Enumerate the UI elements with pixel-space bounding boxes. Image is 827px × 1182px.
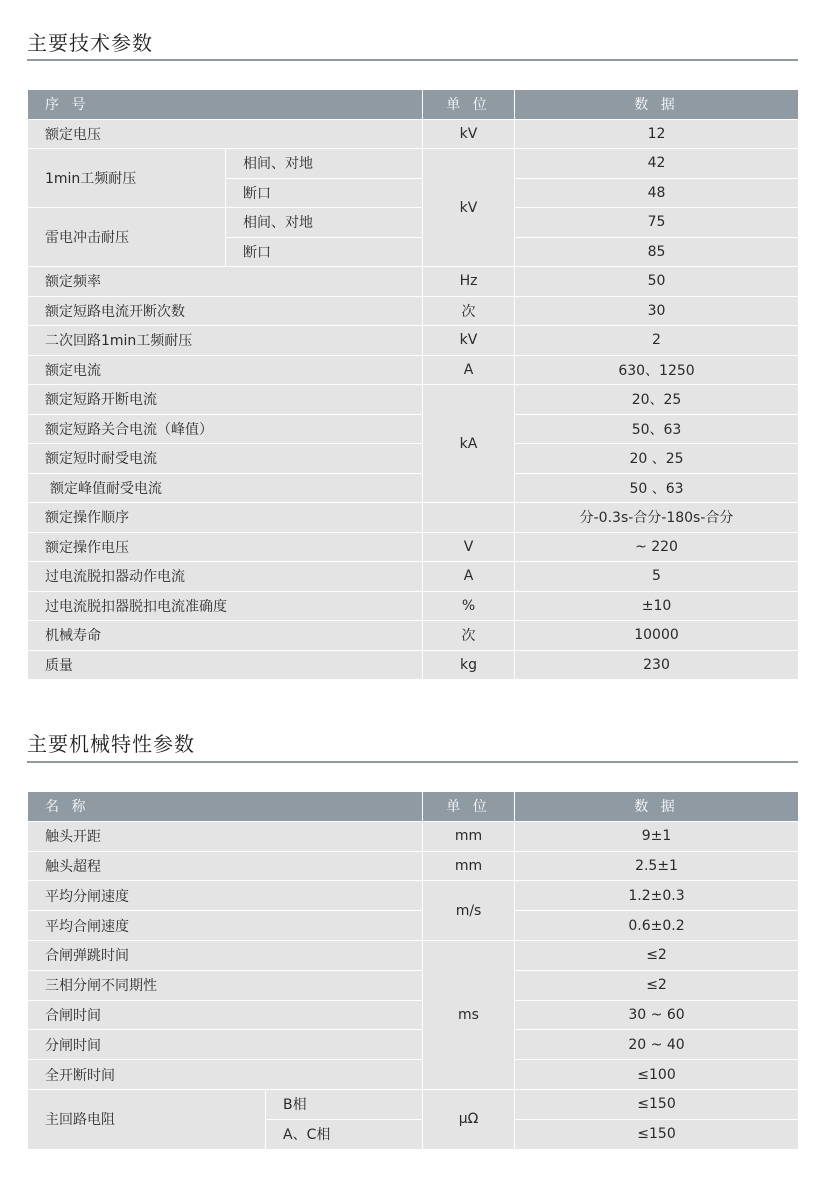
table-row xyxy=(28,1060,799,1090)
row-value: 12 xyxy=(515,119,799,149)
row-label: 过电流脱扣器脱扣电流准确度 xyxy=(28,591,423,621)
row-label: 分闸时间 xyxy=(28,1030,423,1060)
row-unit: 次 xyxy=(423,296,515,326)
row-sublabel: 相间、对地 xyxy=(226,149,423,179)
row-value: 20 ~ 40 xyxy=(515,1030,799,1060)
table-row xyxy=(28,562,799,592)
header-name: 名 称 xyxy=(28,792,423,822)
row-label: 额定短时耐受电流 xyxy=(28,444,423,474)
row-label: 额定操作顺序 xyxy=(28,503,423,533)
row-value: ≤150 xyxy=(515,1119,799,1149)
section-divider xyxy=(27,761,798,763)
row-label: 雷电冲击耐压 xyxy=(28,208,226,267)
row-label: 全开断时间 xyxy=(28,1060,423,1090)
row-unit: ms xyxy=(423,940,515,1089)
row-unit: kV xyxy=(423,119,515,149)
table-row xyxy=(28,296,799,326)
row-value: 9±1 xyxy=(515,821,799,851)
row-unit: mm xyxy=(423,851,515,881)
row-unit: Hz xyxy=(423,267,515,297)
table-row xyxy=(28,821,799,851)
row-value: 50 xyxy=(515,267,799,297)
row-unit: μΩ xyxy=(423,1089,515,1149)
technical-params-table xyxy=(27,89,799,680)
row-value: ≤150 xyxy=(515,1089,799,1119)
table-row xyxy=(28,1030,799,1060)
header-data: 数 据 xyxy=(515,792,799,822)
header-data: 数 据 xyxy=(515,90,799,120)
row-label: 二次回路1min工频耐压 xyxy=(28,326,423,356)
row-unit: kA xyxy=(423,385,515,503)
table-row xyxy=(28,414,799,444)
table-row xyxy=(28,911,799,941)
header-unit: 单 位 xyxy=(423,792,515,822)
row-value: ±10 xyxy=(515,591,799,621)
table-row xyxy=(28,119,799,149)
row-label: 1min工频耐压 xyxy=(28,149,226,208)
row-value: 1.2±0.3 xyxy=(515,881,799,911)
row-value: 2.5±1 xyxy=(515,851,799,881)
row-value: 50、63 xyxy=(515,414,799,444)
row-sublabel: 断口 xyxy=(226,178,423,208)
mechanical-params-table xyxy=(27,791,799,1150)
row-label: 平均分闸速度 xyxy=(28,881,423,911)
row-label: 触头超程 xyxy=(28,851,423,881)
table-row xyxy=(28,970,799,1000)
row-value: 630、1250 xyxy=(515,355,799,385)
row-value: 20、25 xyxy=(515,385,799,415)
section-title-technical: 主要技术参数 xyxy=(27,31,153,55)
row-value: 50 、63 xyxy=(515,473,799,503)
row-unit: V xyxy=(423,532,515,562)
table-row xyxy=(28,1000,799,1030)
table-row xyxy=(28,503,799,533)
row-label: 额定操作电压 xyxy=(28,532,423,562)
row-label: 额定短路电流开断次数 xyxy=(28,296,423,326)
row-value: ≤100 xyxy=(515,1060,799,1090)
row-sublabel: 相间、对地 xyxy=(226,208,423,238)
table-row xyxy=(28,326,799,356)
table-row xyxy=(28,385,799,415)
row-label: 额定电压 xyxy=(28,119,423,149)
row-unit: m/s xyxy=(423,881,515,941)
row-label: 触头开距 xyxy=(28,821,423,851)
row-value: 分-0.3s-合分-180s-合分 xyxy=(515,503,799,533)
table-row xyxy=(28,267,799,297)
table-row xyxy=(28,444,799,474)
row-label: 平均合闸速度 xyxy=(28,911,423,941)
row-label: 机械寿命 xyxy=(28,621,423,651)
row-value: 2 xyxy=(515,326,799,356)
row-unit: A xyxy=(423,562,515,592)
table-row xyxy=(28,940,799,970)
table-row xyxy=(28,208,799,238)
row-value: ≤2 xyxy=(515,940,799,970)
table-row xyxy=(28,473,799,503)
row-value: 48 xyxy=(515,178,799,208)
row-value: 5 xyxy=(515,562,799,592)
row-value: ≤2 xyxy=(515,970,799,1000)
table-header-row xyxy=(28,792,799,822)
row-sublabel: A、C相 xyxy=(266,1119,423,1149)
row-label: 合闸时间 xyxy=(28,1000,423,1030)
row-sublabel: 断口 xyxy=(226,237,423,267)
section-divider xyxy=(27,59,798,61)
row-unit xyxy=(423,503,515,533)
section-title-mechanical: 主要机械特性参数 xyxy=(27,732,195,756)
row-label: 额定峰值耐受电流 xyxy=(28,473,423,503)
header-unit: 单 位 xyxy=(423,90,515,120)
table-row xyxy=(28,621,799,651)
row-label: 额定电流 xyxy=(28,355,423,385)
row-value: 30 ~ 60 xyxy=(515,1000,799,1030)
row-label: 三相分闸不同期性 xyxy=(28,970,423,1000)
row-unit: A xyxy=(423,355,515,385)
table-row xyxy=(28,881,799,911)
row-value: ~ 220 xyxy=(515,532,799,562)
row-value: 85 xyxy=(515,237,799,267)
table-row xyxy=(28,650,799,680)
row-value: 0.6±0.2 xyxy=(515,911,799,941)
row-value: 230 xyxy=(515,650,799,680)
row-unit: 次 xyxy=(423,621,515,651)
row-value: 42 xyxy=(515,149,799,179)
table-row xyxy=(28,532,799,562)
row-sublabel: B相 xyxy=(266,1089,423,1119)
row-value: 20 、25 xyxy=(515,444,799,474)
row-label: 过电流脱扣器动作电流 xyxy=(28,562,423,592)
header-no: 序 号 xyxy=(28,90,423,120)
row-value: 75 xyxy=(515,208,799,238)
row-value: 30 xyxy=(515,296,799,326)
table-row xyxy=(28,591,799,621)
table-header-row xyxy=(28,90,799,120)
row-unit: % xyxy=(423,591,515,621)
table-row xyxy=(28,149,799,179)
row-label: 额定短路关合电流（峰值） xyxy=(28,414,423,444)
row-unit: kV xyxy=(423,326,515,356)
row-unit: kg xyxy=(423,650,515,680)
row-label: 额定短路开断电流 xyxy=(28,385,423,415)
row-label: 合闸弹跳时间 xyxy=(28,940,423,970)
row-unit: mm xyxy=(423,821,515,851)
row-label: 主回路电阻 xyxy=(28,1089,266,1149)
table-row xyxy=(28,1089,799,1119)
row-label: 质量 xyxy=(28,650,423,680)
row-value: 10000 xyxy=(515,621,799,651)
row-unit: kV xyxy=(423,149,515,267)
table-row xyxy=(28,355,799,385)
row-label: 额定频率 xyxy=(28,267,423,297)
table-row xyxy=(28,851,799,881)
